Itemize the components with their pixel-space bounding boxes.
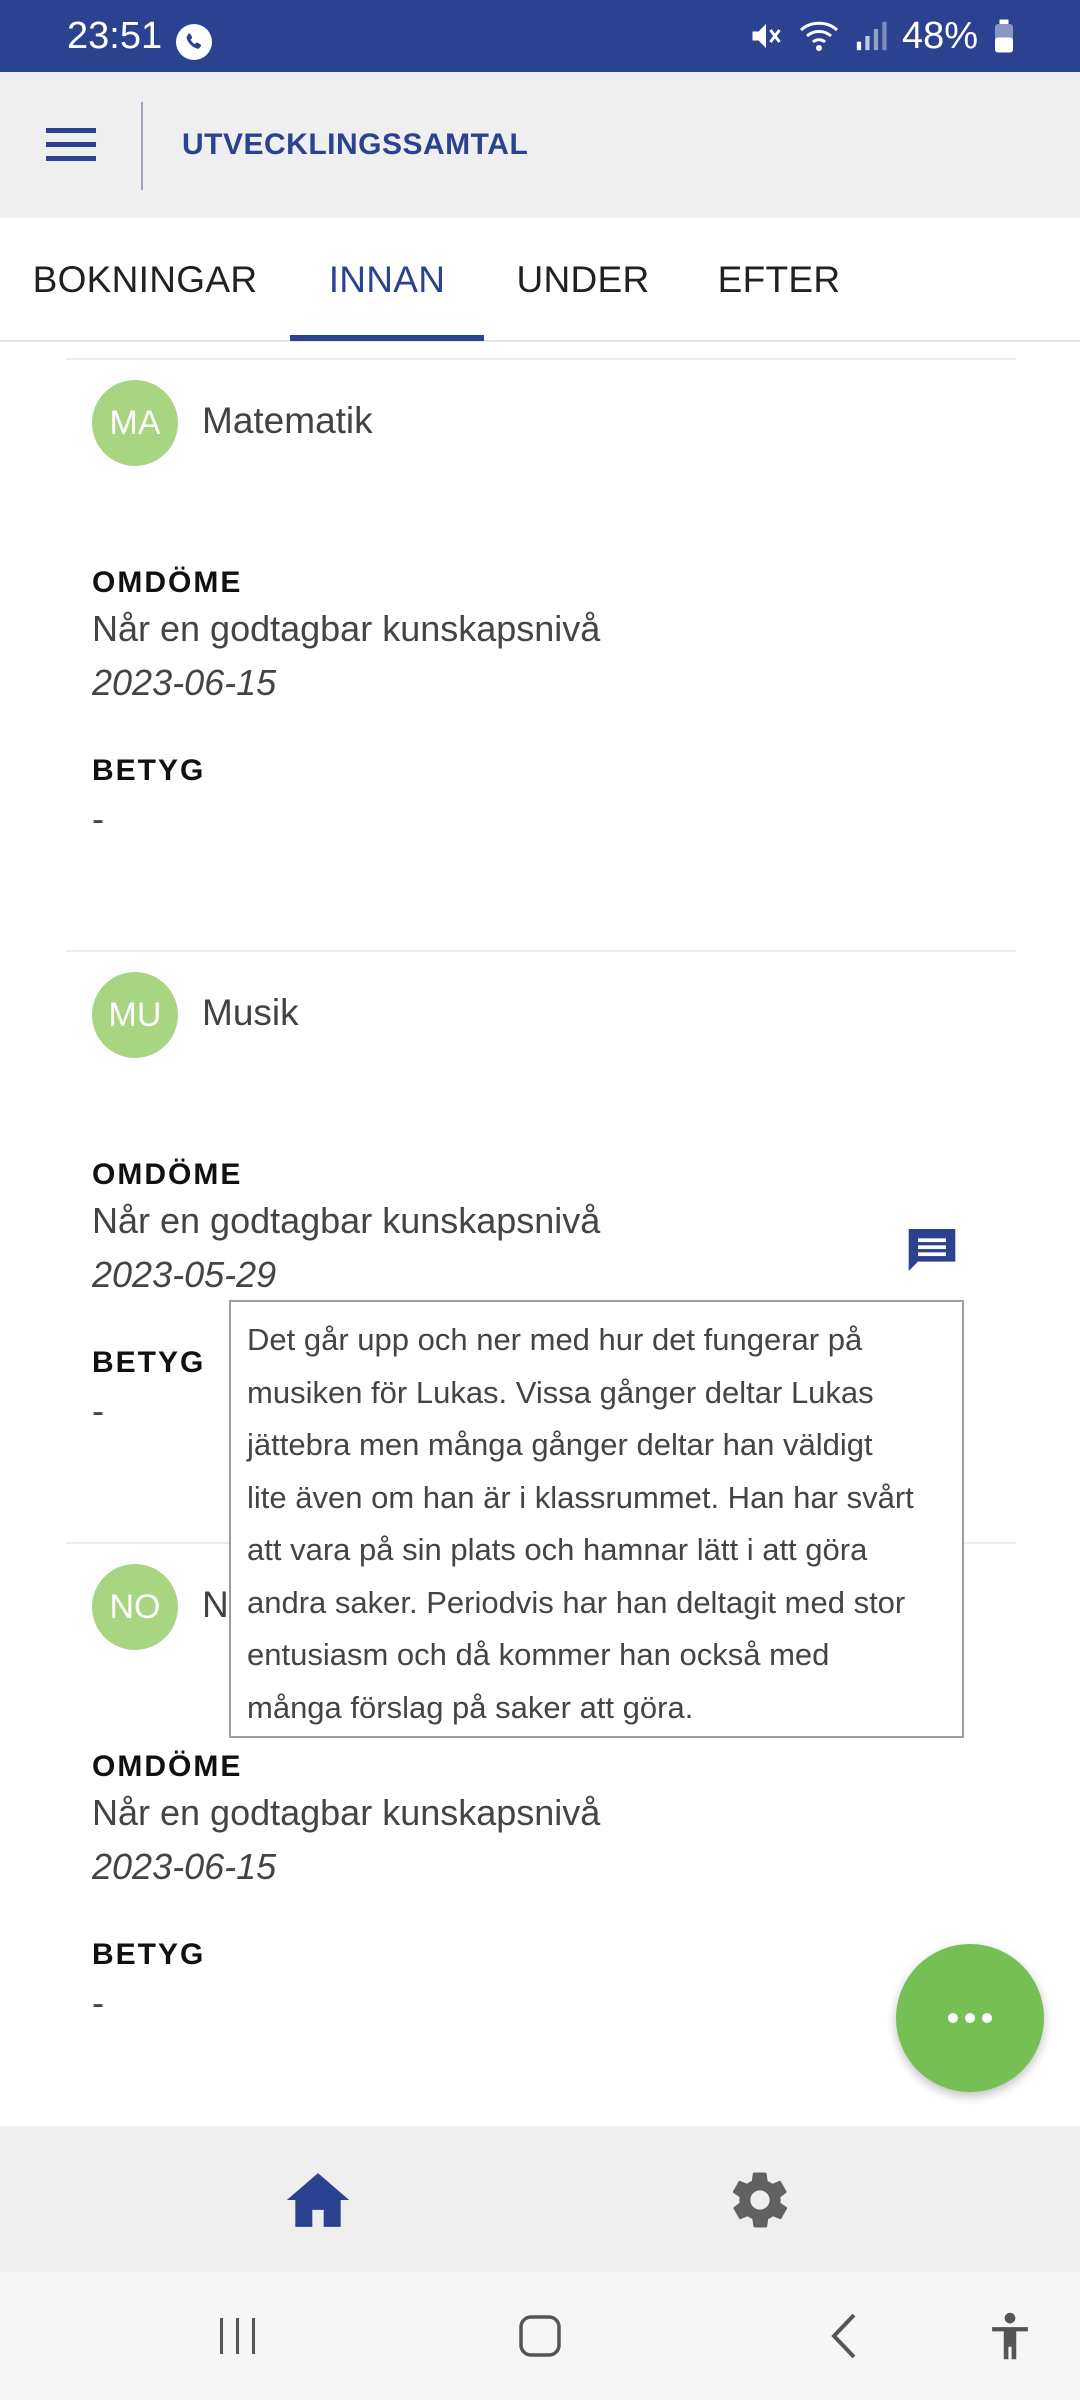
- back-button[interactable]: [810, 2302, 878, 2370]
- avatar: MA: [92, 380, 178, 466]
- tab-innan[interactable]: INNAN: [328, 259, 446, 300]
- tooltip-line: lite även om han är i klassrummet. Han har svårt: [247, 1479, 914, 1515]
- omdome-value: Når en godtagbar kunskapsnivå: [92, 608, 601, 649]
- tooltip-line: entusiasm och då kommer han också med: [247, 1637, 830, 1672]
- back-chevron-icon: [829, 2312, 859, 2360]
- tooltip-line: många förslag på saker att göra.: [247, 1689, 694, 1725]
- system-nav-bar: [0, 2272, 1080, 2400]
- bottom-nav: [0, 2126, 1080, 2272]
- omdome-label: OMDÖME: [92, 566, 243, 599]
- recents-button[interactable]: [204, 2302, 272, 2370]
- hamburger-menu-icon: [46, 128, 96, 162]
- tab-under[interactable]: UNDER: [516, 259, 650, 300]
- home-system-button[interactable]: [506, 2302, 574, 2370]
- page-title: UTVECKLINGSSAMTAL: [182, 128, 529, 161]
- call-icon: [176, 24, 212, 60]
- accessibility-icon: [988, 2311, 1032, 2361]
- signal-icon: [854, 18, 888, 54]
- status-time: 23:51: [67, 15, 163, 57]
- subject-card[interactable]: [92, 380, 992, 470]
- accessibility-button[interactable]: [976, 2302, 1044, 2370]
- status-bar: [0, 0, 1080, 72]
- omdome-date: 2023-05-29: [92, 1254, 277, 1295]
- betyg-value: -: [92, 798, 104, 839]
- omdome-label: OMDÖME: [92, 1750, 243, 1783]
- subject-card[interactable]: [92, 972, 992, 1062]
- tooltip-line: att vara på sin plats och hamnar lätt i att göra: [247, 1532, 868, 1567]
- appbar-divider: [141, 102, 143, 190]
- omdome-value: Når en godtagbar kunskapsnivå: [92, 1200, 601, 1241]
- battery-percent: 48%: [901, 15, 978, 57]
- subject-name: Musik: [202, 992, 299, 1033]
- tooltip-line: andra saker. Periodvis har han deltagit med stor: [247, 1584, 906, 1620]
- app-bar: [0, 72, 1080, 218]
- tab-bokningar[interactable]: BOKNINGAR: [32, 259, 258, 300]
- more-actions-button[interactable]: [896, 1944, 1044, 2092]
- recents-icon: [216, 2316, 260, 2356]
- more-horizontal-icon: [946, 2011, 994, 2025]
- subject-name: Matematik: [202, 400, 373, 441]
- home-square-icon: [518, 2314, 562, 2358]
- nav-home[interactable]: [280, 2162, 356, 2238]
- comment-icon[interactable]: [904, 1222, 960, 1278]
- home-icon: [284, 2170, 352, 2230]
- subject-list[interactable]: [0, 342, 1080, 2126]
- tooltip-line: musiken för Lukas. Vissa gånger deltar Lukas: [247, 1374, 874, 1410]
- tab-bar: [0, 218, 1080, 342]
- avatar: MU: [92, 972, 178, 1058]
- battery-icon: [992, 18, 1016, 54]
- omdome-label: OMDÖME: [92, 1158, 243, 1191]
- card-divider: [66, 950, 1016, 952]
- comment-tooltip: [229, 1300, 964, 1738]
- mute-icon: [748, 18, 784, 54]
- betyg-label: BETYG: [92, 754, 206, 787]
- omdome-value: Når en godtagbar kunskapsnivå: [92, 1792, 601, 1833]
- subject-name: N: [202, 1584, 229, 1625]
- gear-icon: [727, 2167, 793, 2233]
- nav-settings[interactable]: [722, 2162, 798, 2238]
- betyg-value: -: [92, 1982, 104, 2023]
- omdome-date: 2023-06-15: [92, 1846, 277, 1887]
- card-divider: [66, 358, 1016, 360]
- betyg-value: -: [92, 1390, 104, 1431]
- betyg-label: BETYG: [92, 1346, 206, 1379]
- wifi-icon: [798, 18, 840, 54]
- tab-indicator: [290, 335, 484, 341]
- tooltip-line: jättebra men många gånger deltar han väldigt: [247, 1427, 873, 1462]
- tooltip-line: Det går upp och ner med hur det fungerar på: [247, 1322, 863, 1357]
- omdome-date: 2023-06-15: [92, 662, 277, 703]
- tab-efter[interactable]: EFTER: [717, 259, 841, 300]
- menu-button[interactable]: [38, 112, 104, 178]
- avatar: NO: [92, 1564, 178, 1650]
- betyg-label: BETYG: [92, 1938, 206, 1971]
